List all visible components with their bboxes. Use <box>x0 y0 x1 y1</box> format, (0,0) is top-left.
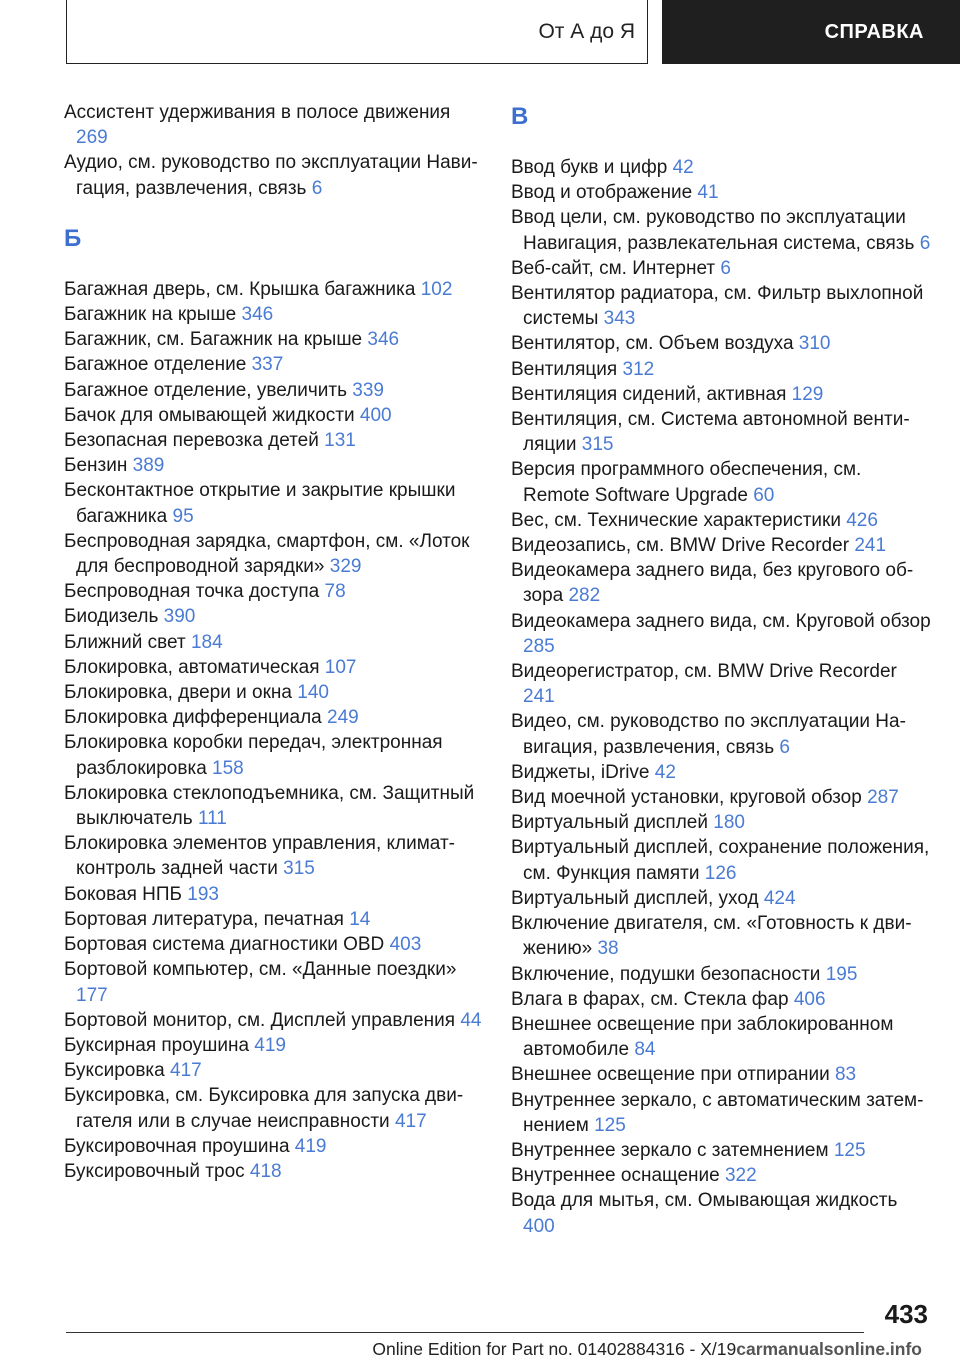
page-link[interactable]: 60 <box>753 484 775 506</box>
index-entry-text: Буксирная проушина <box>64 1034 250 1056</box>
index-entry-text: Внутреннее оснащение <box>511 1165 720 1187</box>
footer-edition <box>0 1336 960 1362</box>
index-entry <box>64 831 484 881</box>
index-entry-text: Буксировка, см. Буксировка для запуска двигателя или в случае неисправности <box>64 1085 464 1132</box>
page-link[interactable]: 241 <box>854 535 887 557</box>
index-entry <box>64 655 484 680</box>
page-link[interactable]: 42 <box>654 761 676 783</box>
index-entry <box>64 428 484 453</box>
index-entry <box>64 680 484 705</box>
index-entry-text: Вентилятор, см. Объем воздуха <box>511 333 794 355</box>
page-link[interactable]: 322 <box>724 1165 757 1187</box>
page-link[interactable]: 285 <box>523 635 555 657</box>
index-entry-text: Блокировка стеклоподъемника, см. Защитный выключатель <box>64 782 475 830</box>
page-link[interactable]: 6 <box>919 232 931 254</box>
footer-divider <box>66 1332 864 1333</box>
page-link[interactable]: 346 <box>241 304 274 326</box>
index-entry-text: Видео, см. руководство по эксплуатации Навигация, развлечения, связь <box>511 711 906 758</box>
page-link[interactable]: 241 <box>523 686 555 708</box>
index-entry <box>64 630 484 655</box>
index-entry-text: Беспроводная точка доступа <box>64 581 320 603</box>
index-entry-text: Виджеты, iDrive <box>511 761 650 783</box>
index-entry-text: Бортовой компьютер, см. «Данные поездки» <box>64 959 457 981</box>
page-link[interactable]: 390 <box>163 606 196 628</box>
page-link[interactable]: 310 <box>798 333 831 355</box>
index-entry-text: Безопасная перевозка детей <box>64 430 319 452</box>
index-entry-text: Буксировка <box>64 1060 165 1082</box>
page-link[interactable]: 406 <box>793 988 826 1010</box>
index-entry-text: Блокировка, автоматическая <box>64 656 320 678</box>
index-entry <box>64 730 484 780</box>
index-entry <box>64 100 484 150</box>
index-entry <box>64 529 484 579</box>
index-entry-text: Ассистент удерживания в полосе движения <box>64 102 451 123</box>
page-link[interactable]: 44 <box>460 1009 482 1031</box>
index-entry <box>511 987 931 1012</box>
page-link[interactable]: 343 <box>603 308 636 330</box>
index-entry <box>64 932 484 957</box>
index-entry <box>511 533 931 558</box>
index-entry-text: Вентиляция сидений, активная <box>511 383 787 405</box>
index-entry-text: Виртуальный дисплей, сохранение положения, см. Функция памяти <box>511 837 930 884</box>
page-link[interactable]: 38 <box>597 938 619 960</box>
index-entry-text: Вентилятор радиатора, см. Фильтр выхлопной системы <box>511 283 924 330</box>
index-entry <box>511 709 931 759</box>
index-entry-text: Вентиляция <box>511 358 618 380</box>
index-entry-text: Багажная дверь, см. Крышка багажника <box>64 278 416 300</box>
index-entry <box>64 705 484 730</box>
page-link[interactable]: 193 <box>187 883 219 905</box>
page-link[interactable]: 418 <box>249 1160 282 1182</box>
index-entry-text: Блокировка элементов управления, климат-контроль задней части <box>64 833 455 880</box>
page-link[interactable]: 346 <box>367 329 400 351</box>
index-entry <box>64 604 484 629</box>
page-link[interactable]: 184 <box>190 631 223 653</box>
index-entry <box>511 407 931 457</box>
page-link[interactable]: 329 <box>329 556 362 578</box>
index-entry-text: Включение двигателя, см. «Готовность к движению» <box>511 913 912 960</box>
index-entry <box>511 1188 931 1238</box>
page-link[interactable]: 140 <box>297 682 329 704</box>
index-entry-text: Ближний свет <box>64 631 186 653</box>
page-link[interactable]: 424 <box>763 887 796 909</box>
index-entry <box>511 180 931 205</box>
index-entry-text: Багажник, см. Багажник на крыше <box>64 329 363 351</box>
page-link[interactable]: 131 <box>324 430 356 452</box>
index-entry-text: Блокировка, двери и окна <box>64 682 292 704</box>
page-link[interactable]: 269 <box>76 127 108 149</box>
index-entry-text: Вес, см. Технические характеристики <box>511 509 841 531</box>
index-entry <box>511 1163 931 1188</box>
page-link[interactable]: 312 <box>622 358 655 380</box>
index-entry-text: Багажное отделение, увеличить <box>64 379 347 401</box>
index-entry <box>64 277 484 302</box>
page-link[interactable]: 78 <box>324 581 346 603</box>
index-entry-text: Виртуальный дисплей, уход <box>511 887 759 909</box>
page-link[interactable]: 400 <box>359 404 392 426</box>
index-entry-text: Бортовая система диагностики OBD <box>64 934 385 956</box>
page-number: 433 <box>884 1299 928 1329</box>
index-entry-text: Блокировка дифференциала <box>64 707 322 729</box>
index-entry <box>511 155 931 180</box>
page-link[interactable]: 41 <box>697 182 719 204</box>
footer-edition-text: Online Edition for Part no. 01402884316 - X/19 <box>372 1339 737 1359</box>
index-entry <box>511 205 931 255</box>
page-link[interactable]: 389 <box>132 455 165 477</box>
index-entry <box>64 1134 484 1159</box>
page-link[interactable]: 125 <box>594 1114 626 1136</box>
index-entry <box>64 882 484 907</box>
index-entry-text: Влага в фарах, см. Стекла фар <box>511 988 789 1010</box>
page-link[interactable]: 337 <box>251 354 284 376</box>
tab-reference-label: СПРАВКА <box>824 20 924 43</box>
page-link[interactable]: 180 <box>713 812 745 834</box>
page-link[interactable]: 42 <box>672 157 694 178</box>
page-link[interactable]: 126 <box>704 862 737 884</box>
index-entry <box>511 810 931 835</box>
index-entry <box>511 508 931 533</box>
index-entry <box>64 150 484 200</box>
tab-reference[interactable] <box>662 0 960 64</box>
page-link[interactable]: 177 <box>76 984 108 1006</box>
index-entry <box>64 302 484 327</box>
page-link[interactable]: 84 <box>634 1039 656 1061</box>
page-link[interactable]: 419 <box>254 1034 286 1056</box>
index-entry <box>511 659 931 709</box>
index-entry-text: Ввод букв и цифр <box>511 157 668 178</box>
index-entry-text: Включение, подушки безопасности <box>511 963 821 985</box>
section-letter: Б <box>64 224 82 252</box>
page-link[interactable]: 282 <box>568 585 601 607</box>
page-link[interactable]: 125 <box>833 1139 866 1161</box>
index-entry <box>511 357 931 382</box>
index-entry-text: Версия программного обеспечения, см. Remote Software Upgrade <box>511 459 862 506</box>
page-link[interactable]: 6 <box>311 177 323 199</box>
index-entry <box>511 457 931 507</box>
index-entry <box>511 331 931 356</box>
index-entry-text: Видеокамера заднего вида, см. Круговой обзор <box>511 610 931 632</box>
index-entry <box>64 378 484 403</box>
page-link[interactable]: 102 <box>420 278 453 300</box>
index-entry-text: Бортовой монитор, см. Дисплей управления <box>64 1009 456 1031</box>
index-entry-text: Видеорегистратор, см. BMW Drive Recorder <box>511 661 897 683</box>
index-entry <box>511 911 931 961</box>
index-entry-text: Внешнее освещение при заблокированном автомобиле <box>511 1013 894 1061</box>
page-link[interactable]: 129 <box>791 383 824 405</box>
index-entry <box>511 1012 931 1062</box>
index-entry-text: Внешнее освещение при отпирании <box>511 1064 830 1086</box>
page-link[interactable]: 403 <box>389 934 422 956</box>
page-link[interactable]: 400 <box>523 1215 555 1237</box>
index-entry <box>64 1083 484 1133</box>
index-entry <box>511 281 931 331</box>
index-entry-text: Видеозапись, см. BMW Drive Recorder <box>511 535 850 557</box>
index-entry-text: Боковая НПБ <box>64 883 182 905</box>
page-link[interactable]: 419 <box>294 1135 327 1157</box>
index-entry-text: Веб-сайт, см. Интернет <box>511 257 716 279</box>
index-entry-text: Вентиляция, см. Система автономной вентиляции <box>511 409 910 456</box>
index-entry-text: Бензин <box>64 455 128 477</box>
page-link[interactable]: 315 <box>581 434 614 456</box>
page-link[interactable]: 83 <box>834 1064 857 1086</box>
index-entry <box>511 835 931 885</box>
index-entry <box>64 453 484 478</box>
index-entry-text: Аудио, см. руководство по эксплуатации Навигация, развлечения, связь <box>64 152 478 199</box>
index-entry-text: Вид моечной установки, круговой обзор <box>511 787 862 809</box>
index-entry <box>511 1088 931 1138</box>
page-link[interactable]: 95 <box>172 505 194 527</box>
index-entry <box>64 1058 484 1083</box>
index-entry <box>64 781 484 831</box>
page-link[interactable]: 426 <box>846 509 878 531</box>
tab-index-a-to-z[interactable] <box>66 0 648 64</box>
index-entry <box>511 256 931 281</box>
footer-watermark: carmanualsonline.info <box>736 1339 922 1359</box>
index-entry-text: Буксировочный трос <box>64 1160 245 1182</box>
index-entry <box>64 327 484 352</box>
index-entry <box>64 478 484 528</box>
index-entry-text: Бесконтактное открытие и закрытие крышки багажника <box>64 480 456 527</box>
index-entry <box>511 962 931 987</box>
index-entry-text: Виртуальный дисплей <box>511 812 708 834</box>
page-link[interactable]: 249 <box>327 707 359 729</box>
index-entry-text: Багажник на крыше <box>64 304 237 326</box>
page-link[interactable]: 315 <box>283 858 315 880</box>
index-entry <box>64 403 484 428</box>
page-link[interactable]: 6 <box>779 736 790 758</box>
index-entry <box>64 907 484 932</box>
index-entry-text: Вода для мытья, см. Омывающая жидкость <box>511 1190 898 1212</box>
index-entry <box>511 609 931 659</box>
index-entry-text: Бортовая литература, печатная <box>64 908 344 930</box>
page-link[interactable]: 107 <box>324 656 357 678</box>
page-link[interactable]: 14 <box>349 908 371 930</box>
index-entry <box>511 382 931 407</box>
index-entry-text: Видеокамера заднего вида, без кругового обзора <box>511 560 914 607</box>
index-entry <box>511 886 931 911</box>
index-entry-text: Буксировочная проушина <box>64 1135 290 1157</box>
page-link[interactable]: 339 <box>352 379 384 401</box>
index-entry-text: Внутреннее зеркало, с автоматическим затемнением <box>511 1089 924 1136</box>
index-entry-text: Бачок для омывающей жидкости <box>64 404 355 426</box>
page-link[interactable]: 417 <box>394 1110 427 1132</box>
index-entry-text: Внутреннее зеркало с затемнением <box>511 1139 829 1161</box>
section-letter: В <box>511 103 529 130</box>
index-entry <box>64 352 484 377</box>
index-entry-text: Ввод и отображение <box>511 182 693 204</box>
page-link[interactable]: 287 <box>867 787 899 809</box>
index-entry <box>511 1138 931 1163</box>
index-entry-text: Блокировка коробки передач, электронная разблокировка <box>64 732 443 779</box>
index-entry-text: Ввод цели, см. руководство по эксплуатации Навигация, развлекательная система, связь <box>511 207 915 254</box>
page-link[interactable]: 195 <box>825 963 858 985</box>
index-entry <box>511 785 931 810</box>
index-entry <box>64 1033 484 1058</box>
page-link[interactable]: 158 <box>212 757 244 779</box>
index-entry <box>64 1008 484 1033</box>
tab-index-label: От А до Я <box>538 19 635 43</box>
index-entry-text: Беспроводная зарядка, смартфон, см. «Лоток для беспроводной зарядки» <box>64 530 470 578</box>
index-entry <box>64 579 484 604</box>
page-link[interactable]: 111 <box>197 808 227 830</box>
index-entry <box>64 957 484 1007</box>
index-column-right <box>511 100 931 1239</box>
index-entry <box>511 1062 931 1087</box>
page-link[interactable]: 6 <box>720 257 731 279</box>
index-entry <box>511 760 931 785</box>
page-link[interactable]: 417 <box>170 1060 202 1082</box>
index-entry-text: Багажное отделение <box>64 354 247 376</box>
index-column-left <box>64 100 484 1184</box>
index-entry-text: Биодизель <box>64 606 159 628</box>
index-entry <box>511 558 931 608</box>
index-entry <box>64 1159 484 1184</box>
